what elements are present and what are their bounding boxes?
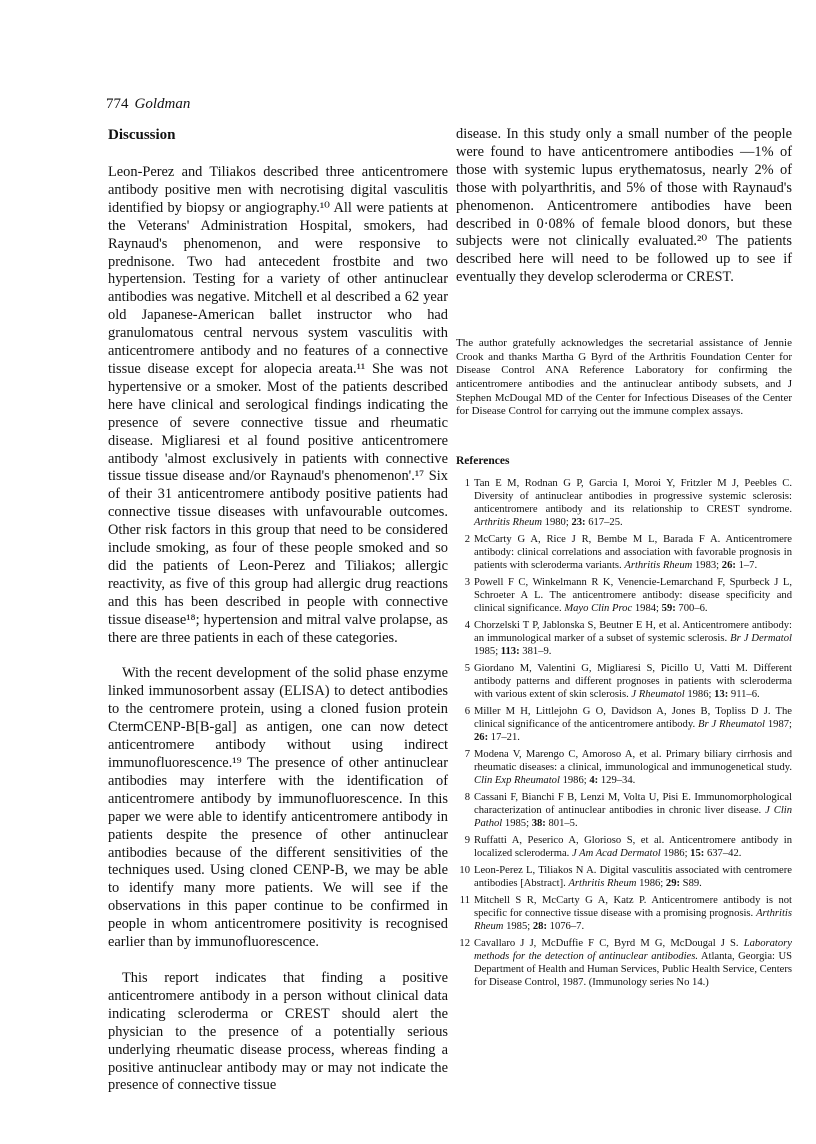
page-header (106, 96, 190, 113)
discussion-paragraph-3: This report indicates that finding a positive anticentromere antibody in a person without clinical data indicating scleroderma or CREST should alert the physician to the presence of a potentially serious underlying rheumatic disease process, whereas finding a positive antinuclear antibody may or may not indicate the presence of connective tissue (108, 969, 448, 1094)
discussion-heading: Discussion (108, 127, 176, 143)
reference-item: 3 Powell F C, Winkelmann R K, Venencie-Lemarchand F, Spurbeck J L, Schroeter A L. The anticentromere antibody: disease specificity and clinical significance. Mayo Clin Proc 1984; 59: 700–6. (464, 576, 792, 614)
reference-item: 5 Giordano M, Valentini G, Migliaresi S, Picillo U, Vatti M. Different antibody patterns and different prognoses in patients with scleroderma with various extent of skin sclerosis. J Rheumatol 1986; 13: 911–6. (464, 662, 792, 700)
discussion-paragraph-2: With the recent development of the solid phase enzyme linked immunosorbent assay (ELISA) to detect antibodies to the centromere protein, using a cloned fusion protein CtermCENP-B[B-gal] as antigen, one can now detect anticentromere antibody without using indirect immunofluorescence.¹⁹ The presence of other antinuclear antibodies may interfere with the identification of anticentromere antibody by immunofluorescence. In this paper we were able to identify anticentromere antibody in patients despite the presence of other antinuclear antibodies because of the different sensitivities of the techniques used. Using cloned CENP-B, we may be able to identify many more patients. We will see if the observations in this paper continue to be confirmed in people in whom anticentromere positivity is recognised earlier than by immunofluorescence. (108, 665, 448, 951)
references-heading: References (456, 454, 510, 467)
reference-item: 12 Cavallaro J J, McDuffie F C, Byrd M G, McDougal J S. Laboratory methods for the detection of antinuclear antibodies. Atlanta, Georgia: US Department of Health and Human Services, Public Health Service, Centers for Disease Control, 1987. (Immunology series No 14.) (459, 937, 793, 988)
reference-item: 7 Modena V, Marengo C, Amoroso A, et al. Primary biliary cirrhosis and rheumatic diseases: a clinical, immunological and immunogenetical study. Clin Exp Rheumatol 1986; 4: 129–34. (464, 748, 792, 786)
reference-item: 11 Mitchell S R, McCarty G A, Katz P. Anticentromere antibody is not specific for connective tissue disease with a promising prognosis. Arthritis Rheum 1985; 28: 1076–7. (459, 894, 792, 932)
acknowledgement: The author gratefully acknowledges the secretarial assistance of Jennie Crook and thanks Martha G Byrd of the Arthritis Foundation Center for Disease Control ANA Reference Laboratory for confirming the anticentromere antibodies and the antinuclear antibody subsets, and J Stephen McDougal MD of the Center for Infectious Diseases of the Center for Disease Control for carrying out the immune complex assays. (456, 337, 792, 418)
left-column (108, 126, 448, 1095)
page-number: 774 (106, 96, 129, 112)
reference-item: 2 McCarty G A, Rice J R, Bembe M L, Barada F A. Anticentromere antibody: clinical correlations and association with favorable prognosis in patients with scleroderma variants. Arthritis Rheum 1983; 26: 1–7. (464, 533, 792, 571)
reference-item: 4 Chorzelski T P, Jablonska S, Beutner E H, et al. Anticentromere antibody: an immunological marker of a subset of systemic sclerosis. Br J Dermatol 1985; 113: 381–9. (464, 619, 792, 657)
running-author: Goldman (134, 96, 191, 112)
discussion-continuation: disease. In this study only a small number of the people were found to have anticentromere antibodies —1% of those with systemic lupus erythematosus, nearly 2% of those with polyarthritis, and 5% of those with Raynaud's phenomenon. Anticentromere antibodies have been described in 0·08% of female blood donors, but these subjects were not clinically evaluated.²⁰ The patients described here will need to be followed up to see if eventually they develop scleroderma or CREST. (456, 126, 792, 286)
reference-item: 8 Cassani F, Bianchi F B, Lenzi M, Volta U, Pisi E. Immunomorphological characterization of antinuclear antibodies in chronic liver disease. J Clin Pathol 1985; 38: 801–5. (464, 791, 792, 829)
reference-item: 10 Leon-Perez L, Tiliakos N A. Digital vasculitis associated with centromere antibodies [Abstract]. Arthritis Rheum 1986; 29: S89. (459, 864, 792, 889)
reference-list (456, 477, 792, 989)
right-column (456, 126, 792, 993)
reference-item: 1 Tan E M, Rodnan G P, Garcia I, Moroi Y, Fritzler M J, Peebles C. Diversity of antinuclear antibodies in progressive systemic sclerosis: anticentromere antibody and its relationship to CREST syndrome. Arthritis Rheum 1980; 23: 617–25. (464, 477, 792, 528)
discussion-paragraph-1: Leon-Perez and Tiliakos described three anticentromere antibody positive men with necrotising digital vasculitis identified by biopsy or angiography.¹⁰ All were patients at the Veterans' Administration Hospital, smokers, had Raynaud's phenomenon, and were responsive to prednisone. Two had antecedent frostbite and two hypertension. Testing for a variety of other antinuclear antibodies was negative. Mitchell et al described a 62 year old Japanese-American ballet instructor who had granulomatous central nervous system vasculitis with anticentromere antibody and no features of a connective tissue disease except for alopecia areata.¹¹ She was not hypertensive or a smoker. Most of the patients described here have clinical and serological findings indicating the presence of severe connective tissue and rheumatic disease. Migliaresi et al found positive anticentromere antibody 'almost exclusively in patients with connective tissue tissue disease and/or Raynaud's phenomenon'.¹⁷ Six of their 31 anticentromere antibody positive patients had connective tissue diseases with unfavourable outcomes. Other risk factors in this group that need to be considered include smoking, as four of these people smoked and so did the patients of Leon-Perez and Tiliakos; allergic reactivity, as five of this group had allergic drug reactions and this has been described in people with connective tissue disease¹⁸; hypertension and mitral valve prolapse, as there are three patients in each of these categories. (108, 164, 448, 646)
reference-item: 9 Ruffatti A, Peserico A, Glorioso S, et al. Anticentromere antibody in localized scleroderma. J Am Acad Dermatol 1986; 15: 637–42. (464, 834, 792, 859)
reference-item: 6 Miller M H, Littlejohn G O, Davidson A, Jones B, Topliss D J. The clinical significance of the anticentromere antibody. Br J Rheumatol 1987; 26: 17–21. (464, 705, 792, 743)
